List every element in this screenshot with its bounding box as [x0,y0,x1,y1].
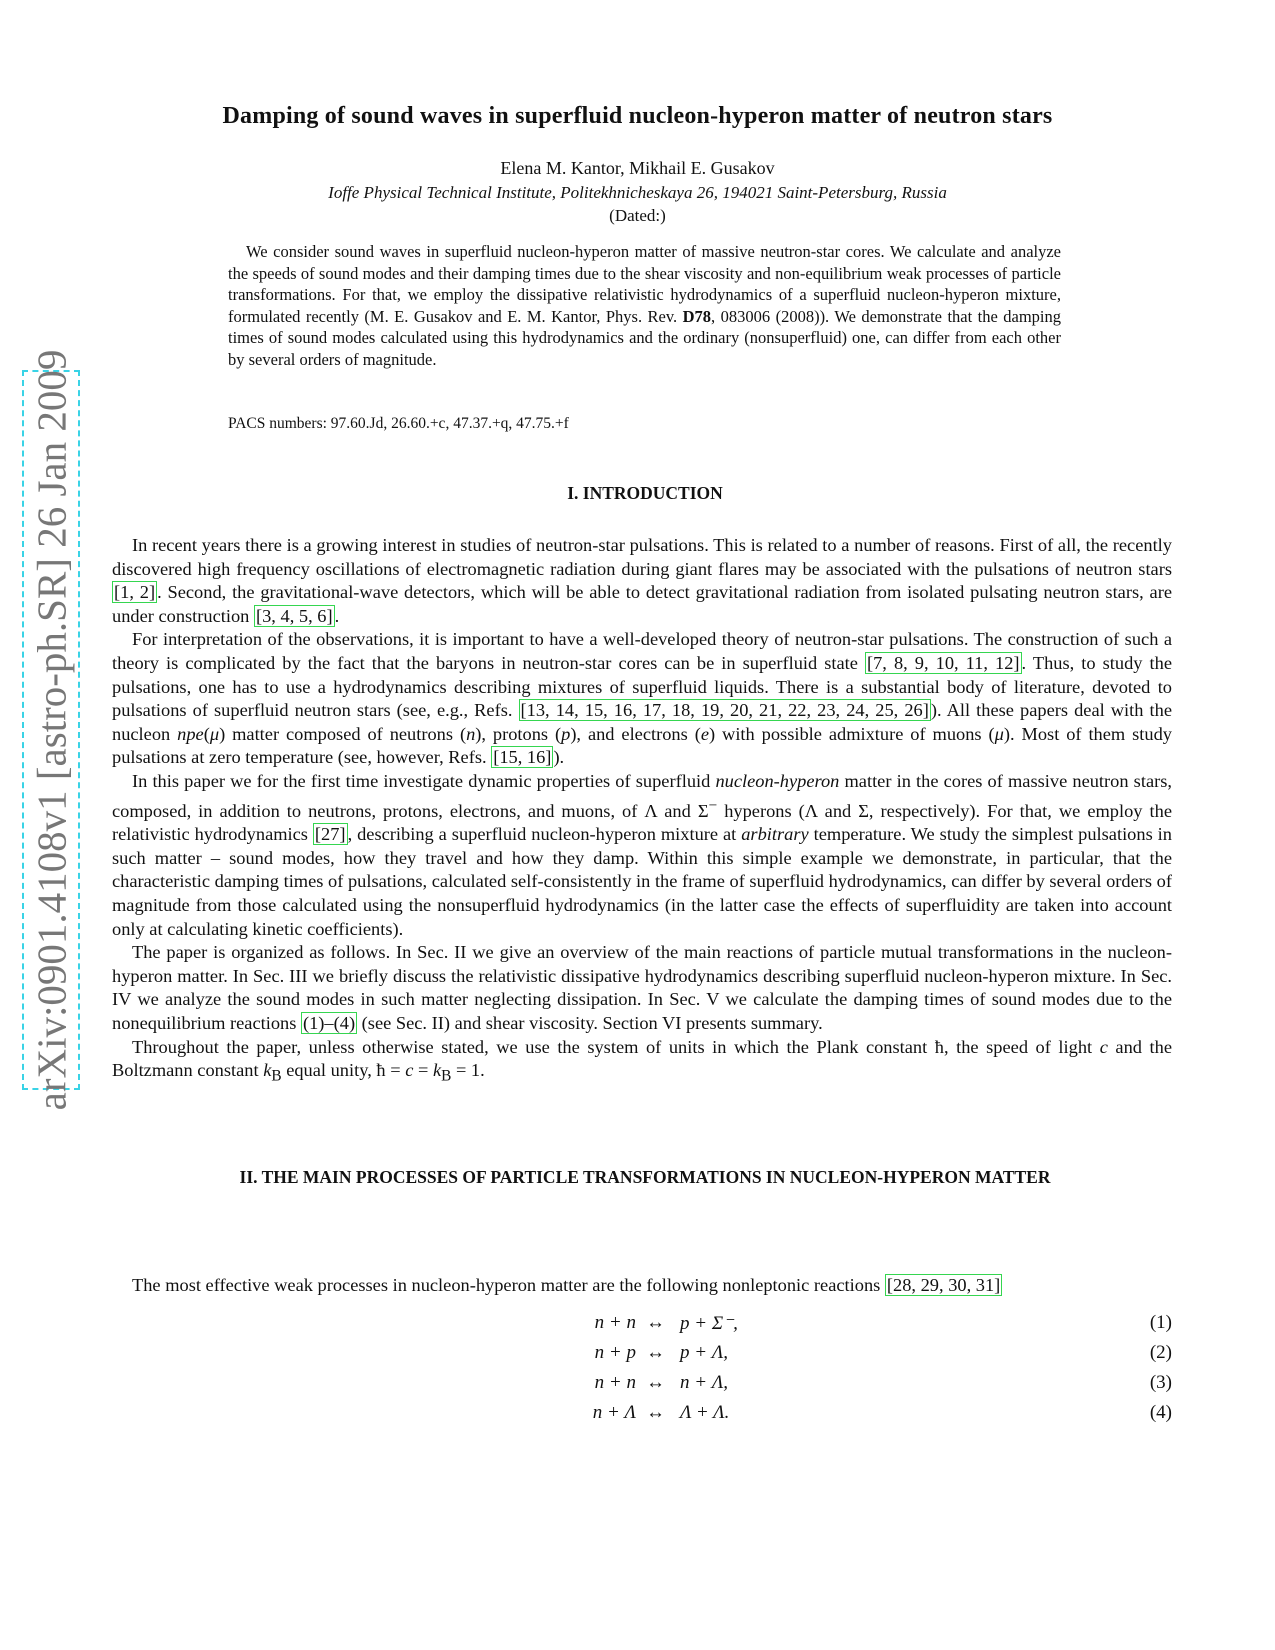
section-heading-introduction: I. INTRODUCTION [567,483,723,503]
section-heading-processes: II. THE MAIN PROCESSES OF PARTICLE TRANSFORMATIONS IN NUCLEON-HYPERON MATTER [239,1167,1051,1187]
section2-lead: The most effective weak processes in nucleon-hyperon matter are the following nonleptonic reactions [28, 29, 30, 31] [132,1275,1001,1295]
journal-volume: D78 [682,306,712,326]
pacs-numbers: PACS numbers: 97.60.Jd, 26.60.+c, 47.37.+q, 47.75.+f [228,415,569,432]
citation-link[interactable]: [1, 2] [114,582,156,603]
equation-number: (1) [1149,1312,1172,1333]
paper-title: Damping of sound waves in superfluid nucleon-hyperon matter of neutron stars [222,103,1053,129]
citation-link[interactable]: [15, 16] [493,747,552,768]
equation-1: n + n ↔ p + Σ⁻, (1) [594,1312,1172,1334]
equation-4: n + Λ ↔ Λ + Λ. (4) [592,1402,1172,1423]
arxiv-id: arXiv:0901.4108v1 [astro-ph.SR] 26 Jan 2009 [28,349,75,1111]
introduction-body [112,534,1172,1088]
equation-range-link[interactable]: (1)–(4) [302,1013,356,1033]
citation-link[interactable]: [28, 29, 30, 31] [886,1275,1001,1295]
intro-paragraph-1: In recent years there is a growing interest in studies of neutron-star pulsations. This is related to a number of reasons. First of all, the recently discovered high frequency oscillations of electromagnetic radiation during giant flares may be associated with the pulsations of neutron stars [1, 2] . Second, the gravitational-wave detectors, which will be able to detect gravitational radiation from isolated pulsating neutron stars, are under construction [3, 4, 5, 6] . [112,535,1172,626]
authors: Elena M. Kantor, Mikhail E. Gusakov [500,158,775,178]
equation-number: (3) [1149,1372,1172,1393]
intro-paragraph-5: Throughout the paper, unless otherwise stated, we use the system of units in which the Plank constant ħ, the speed of light c and the Boltzmann constant $k_B$ equal unity, ħ = $c = k_B = 1$. [112,1036,1172,1085]
citation-link[interactable]: [13, 14, 15, 16, 17, 18, 19, 20, 21, 22, 23, 24, 25, 26] [520,700,929,721]
arxiv-stamp [22,349,80,1111]
intro-paragraph-4: The paper is organized as follows. In Sec. II we give an overview of the main reactions of particle mutual transformations in the nucleon-hyperon matter. In Sec. III we briefly discuss the relativistic dissipative hydrodynamics describing superfluid nucleon-hyperon mixture. In Sec. IV we analyze the sound modes in such matter neglecting dissipation. In Sec. V we calculate the damping times of sound modes due to the nonequilibrium reactions (1)–(4) (see Sec. II) and shear viscosity. Section VI presents summary. [112,942,1172,1033]
affiliation: Ioffe Physical Technical Institute, Politekhnicheskaya 26, 194021 Saint-Petersburg, Russia [328,183,947,202]
citation-link[interactable]: [7, 8, 9, 10, 11, 12] [866,652,1020,673]
equation-number: (4) [1149,1402,1172,1423]
equation-number: (2) [1149,1342,1172,1363]
intro-paragraph-3: In this paper we for the first time investigate dynamic properties of superfluid nucleon-hyperon matter in the cores of massive neutron stars, composed, in addition to neutrons, protons, electrons, and muons, of Λ and Σ− hyperons (Λ and Σ, respectively). For that, we employ the relativistic hydrodynamics [27] , describing a superfluid nucleon-hyperon mixture at arbitrary temperature. We study the simplest pulsations in such matter – sound modes, how they travel and how they damp. Within this simple example we demonstrate, in particular, that the characteristic damping times of pulsations, calculated self-consistently in the frame of superfluid hydrodynamics, can differ by several orders of magnitude from those calculated using the nonsuperfluid hydrodynamics (in the latter case the effects of superfluidity are taken into account only at calculating kinetic coefficients). [112,770,1172,939]
citation-link[interactable]: [3, 4, 5, 6] [255,605,333,626]
citation-link[interactable]: [27] [314,824,346,845]
intro-paragraph-2: For interpretation of the observations, it is important to have a well-developed theory of neutron-star pulsations. The construction of such a theory is complicated by the fact that the baryons in neutron-star cores can be in superfluid state [7, 8, 9, 10, 11, 12] . Thus, to study the pulsations, one has to use a hydrodynamics describing mixtures of superfluid liquids. There is a substantial body of literature, devoted to pulsations of superfluid neutron stars (see, e.g., Refs. [13, 14, 15, 16, 17, 18, 19, 20, 21, 22, 23, 24, 25, 26] ). All these papers deal with the nucleon npe(μ) matter composed of neutrons (n), protons (p), and electrons (e) with possible admixture of muons (μ). Most of them study pulsations at zero temperature (see, however, Refs. [15, 16] ). [112,629,1173,768]
dated: (Dated:) [609,206,666,225]
equation-2: n + p ↔ p + Λ, (2) [594,1342,1172,1363]
equation-3: n + n ↔ n + Λ, (3) [594,1372,1172,1393]
reaction-equations [112,1312,1172,1432]
abstract: We consider sound waves in superfluid nucleon-hyperon matter of massive neutron-star cores. We calculate and analyze the speeds of sound modes and their damping times due to the shear viscosity and non-equilibrium weak processes of particle transformations. For that, we employ the dissipative relativistic hydrodynamics of a superfluid nucleon-hyperon mixture, formulated recently (M. E. Gusakov and E. M. Kantor, Phys. Rev. D78, 083006 (2008)). We demonstrate that the damping times of sound modes calculated using this hydrodynamics and the ordinary (nonsuperfluid) one, can differ from each other by several orders of magnitude. [228,242,1062,369]
